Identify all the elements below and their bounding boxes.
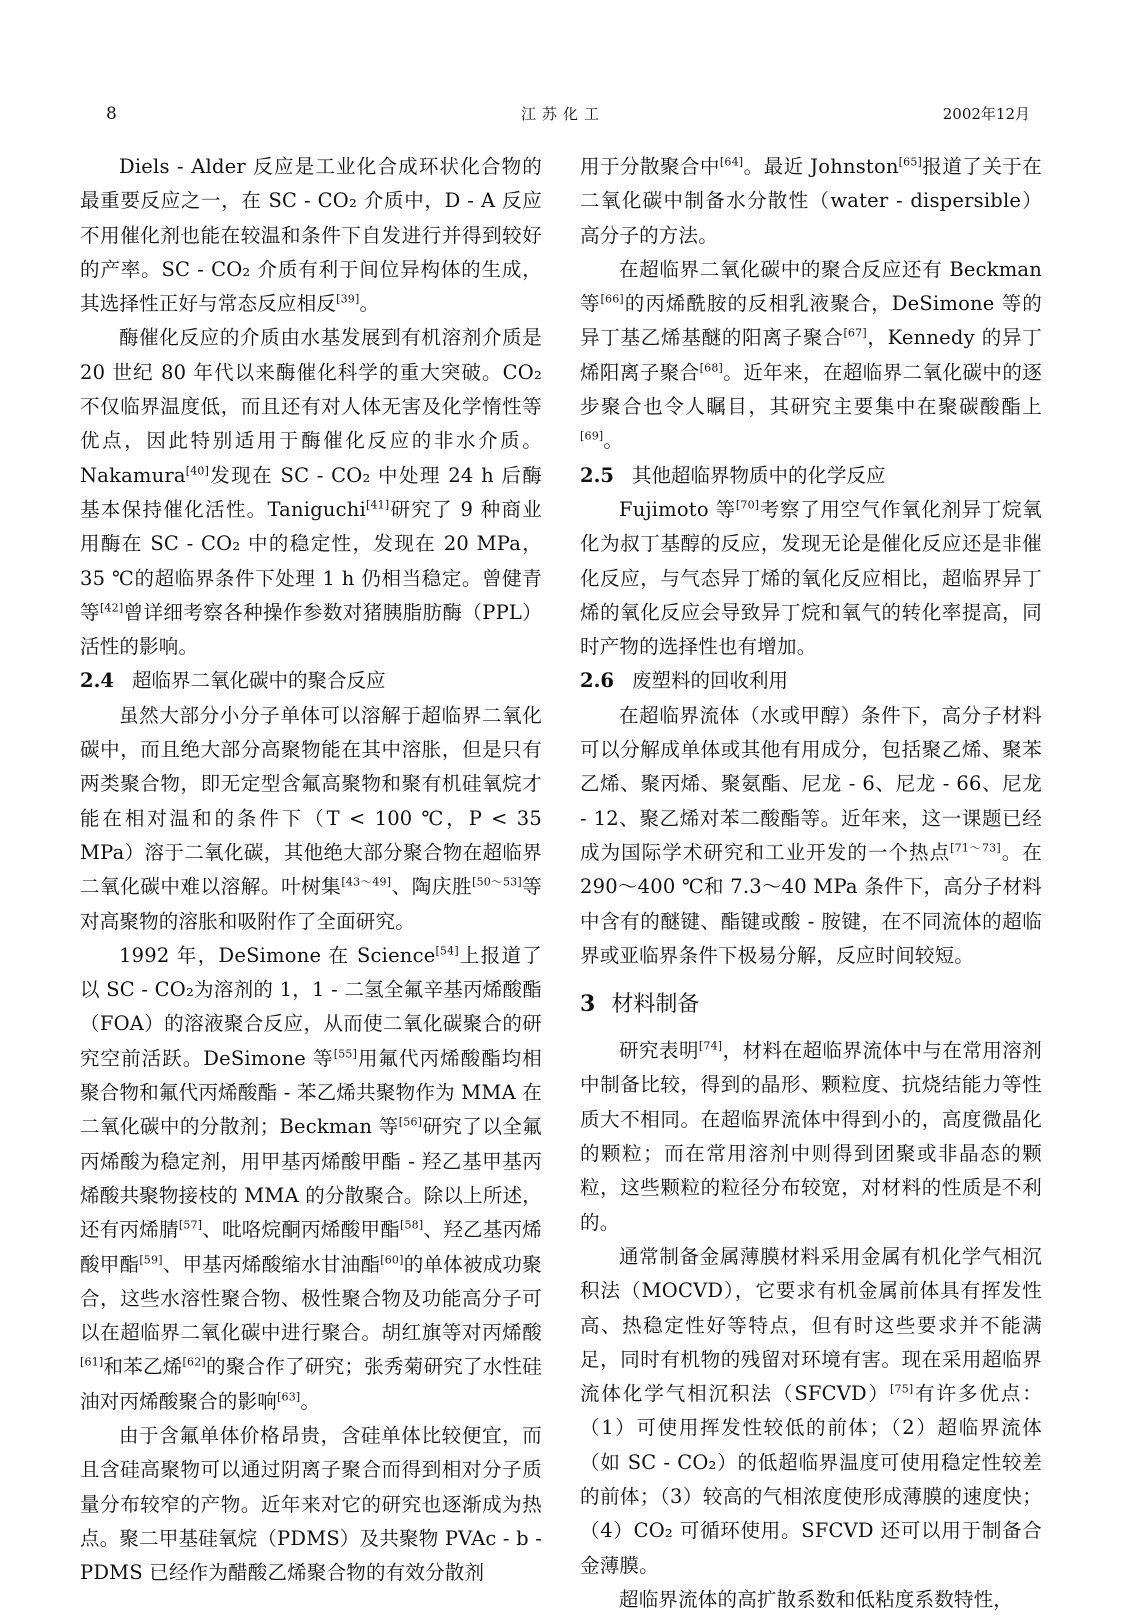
paragraph bbox=[580, 1583, 1042, 1617]
paragraph bbox=[580, 253, 1042, 459]
citation-ref: [50～53] bbox=[472, 875, 522, 889]
page-header bbox=[96, 102, 1030, 132]
section-title: 其他超临界物质中的化学反应 bbox=[631, 463, 886, 487]
section-number: 2.4 bbox=[80, 669, 114, 693]
paragraph bbox=[80, 150, 542, 321]
section-number: 2.6 bbox=[580, 669, 614, 693]
section-title: 废塑料的回收利用 bbox=[631, 669, 788, 693]
citation-ref: [71～73] bbox=[950, 841, 1001, 855]
left-column bbox=[80, 150, 542, 1590]
text-run: 和苯乙烯 bbox=[103, 1355, 183, 1379]
section-number: 2.5 bbox=[580, 463, 614, 487]
text-run: 。 bbox=[300, 1389, 321, 1413]
text-run: 研究了 9 种商业用酶在 SC - CO₂ 中的稳定性，发现在 20 MPa，35 ℃的超临界条件下处理 1 h 仍相当稳定。曾健青等 bbox=[80, 497, 542, 624]
citation-ref: [56] bbox=[398, 1115, 423, 1129]
citation-ref: [39] bbox=[336, 292, 360, 306]
citation-ref: [41] bbox=[365, 498, 390, 512]
citation-ref: [42] bbox=[99, 601, 124, 615]
text-run: 1992 年，DeSimone 在 Science bbox=[119, 943, 436, 967]
paragraph bbox=[580, 150, 1042, 253]
text-run: 。 bbox=[603, 429, 624, 453]
citation-ref: [55] bbox=[333, 1047, 358, 1061]
text-run: 。 bbox=[359, 292, 380, 316]
citation-ref: [54] bbox=[435, 944, 459, 958]
text-run: 的丙烯酰胺的反相乳液聚合，DeSimone 等的异丁基乙烯基醚的阳离子聚合 bbox=[580, 292, 1042, 350]
paragraph bbox=[80, 699, 542, 939]
journal-name: 江苏化工 bbox=[520, 105, 605, 123]
citation-ref: [66] bbox=[600, 292, 624, 306]
page-number: 8 bbox=[106, 104, 117, 124]
issue-date: 2002年12月 bbox=[942, 105, 1030, 123]
section-heading bbox=[80, 664, 542, 698]
citation-ref: [67] bbox=[843, 326, 867, 340]
chapter-heading bbox=[580, 985, 1042, 1024]
text-run: 的单体被成功聚合，这些水溶性聚合物、极性聚合物及功能高分子可以在超临界二氧化碳中进行聚合。胡红旗等对丙烯酸 bbox=[80, 1252, 543, 1345]
text-run: 。最近 Johnston bbox=[743, 155, 899, 178]
citation-ref: [57] bbox=[178, 1218, 203, 1232]
citation-ref: [59] bbox=[139, 1253, 163, 1266]
text-run: 用于分散聚合中 bbox=[580, 155, 720, 178]
chapter-title: 材料制备 bbox=[611, 992, 700, 1018]
section-heading bbox=[580, 459, 1042, 493]
paragraph bbox=[80, 321, 542, 664]
paragraph bbox=[580, 1240, 1042, 1583]
paragraph bbox=[80, 1419, 542, 1590]
text-run: 发现在 SC - CO₂ 中处理 24 h 后酶基本保持催化活性。Taniguchi bbox=[80, 463, 542, 521]
citation-ref: [69] bbox=[580, 429, 604, 443]
paragraph bbox=[580, 699, 1042, 973]
citation-ref: [63] bbox=[277, 1390, 301, 1404]
text-run: ，Kennedy 的异丁烯阳离子聚合 bbox=[580, 326, 1042, 384]
text-run: 等对高聚物的溶胀和吸附作了全面研究。 bbox=[80, 875, 542, 933]
text-run: 报道了关于在二氧化碳中制备水分散性（water - dispersible）高分子的方法。 bbox=[580, 155, 1042, 247]
text-run: 研究了以全氟丙烯酸为稳定剂，用甲基丙烯酸甲酯 - 羟乙基甲基丙烯酸共聚物接枝的 MMA 的分散聚合。除以上所述，还有丙烯腈 bbox=[80, 1115, 543, 1242]
citation-ref: [43～49] bbox=[341, 875, 392, 889]
text-run: 虽然大部分小分子单体可以溶解于超临界二氧化碳中，而且绝大部分高聚物能在其中溶胀，但是只有两类聚合物，即无定型含氟高聚物和聚有机硅氧烷才能在相对温和的条件下（T < 100 ℃，P < 35 MPa）溶于二氧化碳，其他绝大部分聚合物在超临界二氧化碳中难以溶解。叶树集 bbox=[80, 703, 542, 899]
paragraph bbox=[580, 493, 1042, 664]
text-run: 、甲基丙烯酸缩水甘油酯 bbox=[162, 1252, 381, 1276]
text-run: 在超临界二氧化碳中的聚合反应还有 Beckman 等 bbox=[580, 257, 1042, 316]
citation-ref: [65] bbox=[898, 155, 923, 169]
text-run: 、陶庆胜 bbox=[391, 875, 473, 899]
text-run: 。近年来，在超临界二氧化碳中的逐步聚合也令人瞩目，其研究主要集中在聚碳酸酯上 bbox=[580, 360, 1042, 419]
citation-ref: [60] bbox=[380, 1253, 404, 1266]
text-run: ，材料在超临界流体中与在常用溶剂中制备比较，得到的晶形、颗粒度、抗烧结能力等性质大不相同。在超临界流体中得到小的，高度微晶化的颗粒；而在常用溶剂中则得到团聚或非晶态的颗粒，这些颗粒的粒径分布较宽，对材料的性质是不利的。 bbox=[580, 1039, 1042, 1234]
text-run: 、羟乙基丙烯酸甲酯 bbox=[80, 1218, 542, 1276]
paragraph bbox=[580, 1034, 1042, 1240]
citation-ref: [74] bbox=[698, 1039, 723, 1053]
right-column bbox=[580, 150, 1042, 1617]
text-run: 上报道了以 SC - CO₂为溶剂的 1，1 - 二氢全氟辛基丙烯酸酯（FOA）的溶液聚合反应，从而使二氧化碳聚合的研究空前活跃。DeSimone 等 bbox=[80, 943, 542, 1070]
citation-ref: [62] bbox=[182, 1355, 206, 1369]
citation-ref: [40] bbox=[185, 464, 210, 478]
citation-ref: [68] bbox=[699, 361, 724, 375]
text-run: 。在 290～400 ℃和 7.3～40 MPa 条件下，高分子材料中含有的醚键、酯键或酸 - 胺键，在不同流体的超临界或亚临界条件下极易分解，反应时间较短。 bbox=[580, 840, 1043, 967]
chapter-number: 3 bbox=[580, 991, 596, 1018]
text-run: 研究表明 bbox=[619, 1039, 699, 1063]
text-run: 由于含氟单体价格昂贵，含硅单体比较便宜，而且含硅高聚物可以通过阴离子聚合而得到相对分子质量分布较窄的产物。近年来对它的研究也逐渐成为热点。聚二甲基硅氧烷（PDMS）及共聚物 PVAc - b - PDMS 已经作为醋酸乙烯聚合物的有效分散剂 bbox=[80, 1423, 542, 1585]
citation-ref: [75] bbox=[890, 1382, 914, 1396]
section-title: 超临界二氧化碳中的聚合反应 bbox=[131, 669, 386, 693]
text-run: 用氟代丙烯酸酯均相聚合物和氟代丙烯酸酯 - 苯乙烯共聚物作为 MMA 在二氧化碳中的分散剂；Beckman 等 bbox=[80, 1046, 542, 1139]
citation-ref: [70] bbox=[735, 498, 760, 512]
section-heading bbox=[580, 664, 1042, 698]
text-run: 有许多优点：（1）可使用挥发性较低的前体；（2）超临界流体（如 SC - CO₂）的低超临界温度可使用稳定性较差的前体；（3）较高的气相浓度使形成薄膜的速度快；（4）CO₂ 可循环使用。SFCVD 还可以用于制备合金薄膜。 bbox=[580, 1382, 1042, 1577]
text-run: 通常制备金属薄膜材料采用金属有机化学气相沉积法（MOCVD），它要求有机金属前体具有挥发性高、热稳定性好等特点，但有时这些要求并不能满足，同时有机物的残留对环境有害。现在采用超临界流体化学气相沉积法（SFCVD） bbox=[580, 1244, 1042, 1406]
text-run: 考察了用空气作氧化剂异丁烷氧化为叔丁基醇的反应，发现无论是催化反应还是非催化反应，与气态异丁烯的氧化反应相比，超临界异丁烯的氧化反应会导致异丁烷和氧气的转化率提高，同时产物的选择性也有增加。 bbox=[580, 497, 1042, 659]
paragraph bbox=[80, 939, 542, 1419]
text-run: Diels - Alder 反应是工业化合成环状化合物的最重要反应之一，在 SC - CO₂ 介质中，D - A 反应不用催化剂也能在较温和条件下自发进行并得到较好的产率。SC - CO₂ 介质有利于间位异构体的生成，其选择性正好与常态反应相反 bbox=[80, 155, 542, 316]
text-run: 在超临界流体（水或甲醇）条件下，高分子材料可以分解成单体或其他有用成分，包括聚乙烯、聚苯乙烯、聚丙烯、聚氨酯、尼龙 - 6、尼龙 - 66、尼龙 - 12、聚乙烯对苯二酸酯等。近年来，这一课题已经成为国际学术研究和工业开发的一个热点 bbox=[580, 703, 1042, 864]
text-run: 、吡咯烷酮丙烯酸甲酯 bbox=[202, 1218, 400, 1242]
citation-ref: [61] bbox=[80, 1355, 104, 1369]
text-run: Fujimoto 等 bbox=[619, 497, 736, 521]
citation-ref: [64] bbox=[719, 155, 744, 169]
text-run: 的聚合作了研究；张秀菊研究了水性硅油对丙烯酸聚合的影响 bbox=[80, 1355, 542, 1413]
text-run: 超临界流体的高扩散系数和低粘度系数特性， bbox=[619, 1587, 1014, 1611]
text-run: 酶催化反应的介质由水基发展到有机溶剂介质是 20 世纪 80 年代以来酶催化科学的重大突破。CO₂ 不仅临界温度低，而且还有对人体无害及化学惰性等优点，因此特别适用于酶催化反应的非水介质。Nakamura bbox=[80, 326, 542, 487]
text-run: 曾详细考察各种操作参数对猪胰脂肪酶（PPL）活性的影响。 bbox=[80, 600, 543, 659]
citation-ref: [58] bbox=[399, 1218, 424, 1232]
